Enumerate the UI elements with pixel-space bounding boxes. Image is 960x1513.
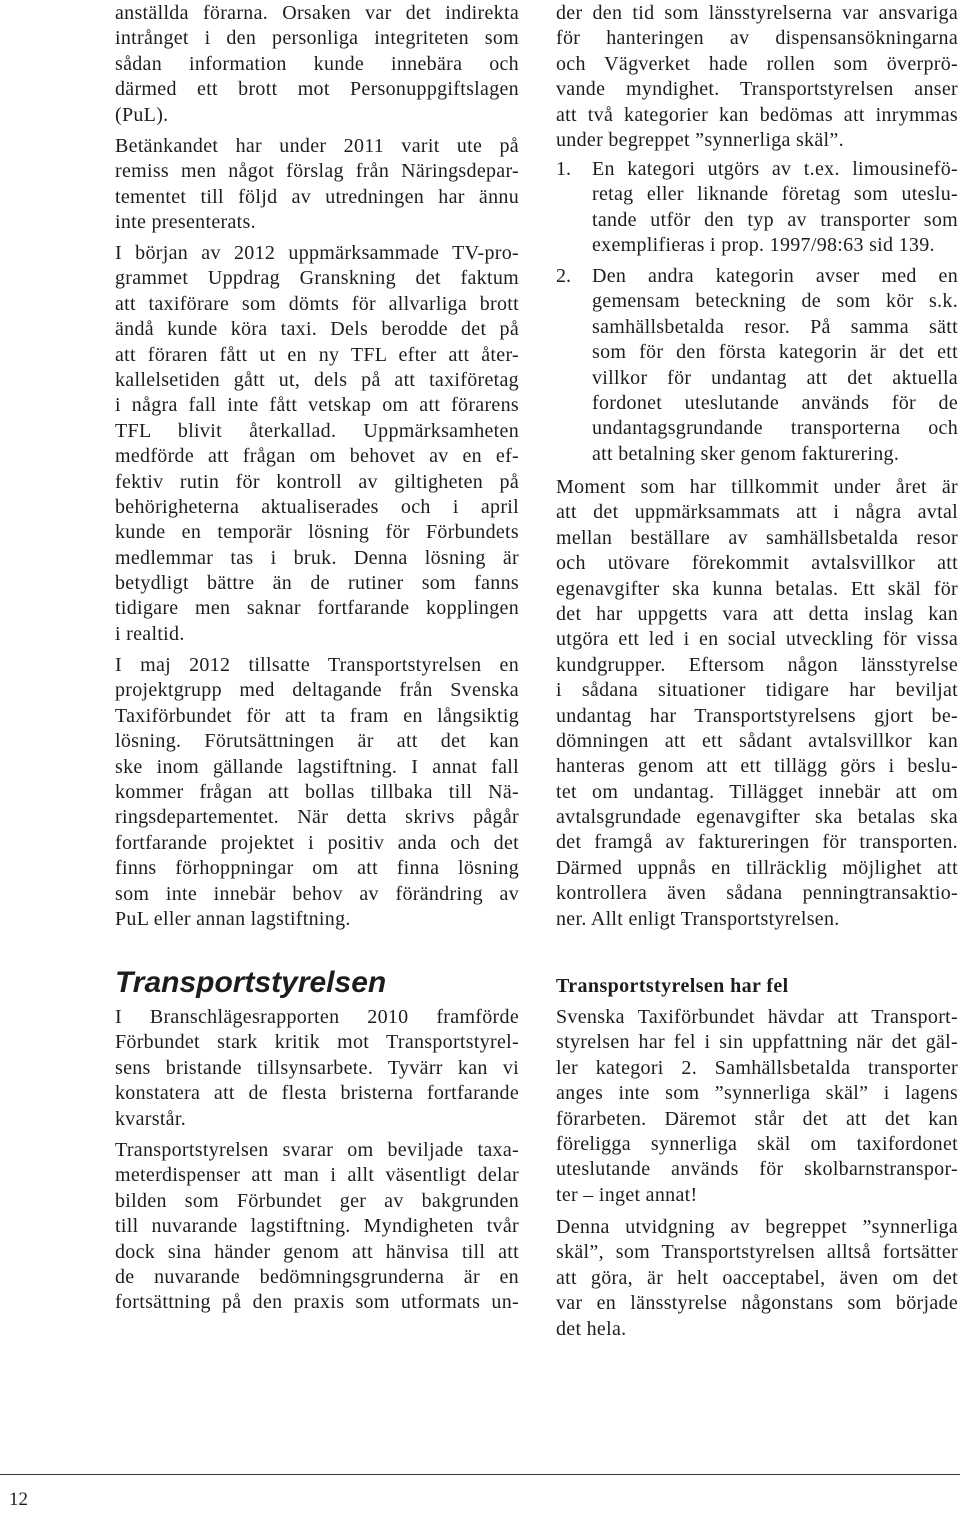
list-item-text [592,264,958,467]
paragraph [556,1,958,153]
text-line: anges inte som ”synnerliga skäl” i lagens [556,1082,958,1105]
text-line: betydligt bättre än de rutiner som fanns [115,572,519,595]
text-line: egenavgifter ska kunna betalas. Ett skäl för [556,577,958,600]
text-line: TFL blivit återkallad. Uppmärksamheten [115,419,519,442]
paragraph [556,1215,958,1342]
text-line: villkor för undantag att det aktuella [592,366,958,389]
text-line: undantagsgrundande transporterna och [592,417,958,440]
text-line: därmed ett brott mot Personuppgiftslagen [115,78,519,101]
text-line: inte presenterats. [115,211,256,234]
page-number: 12 [9,1489,28,1510]
text-line: skäl”, som Transportstyrelsen alltså fortsätter [556,1241,958,1264]
text-line: vande myndighet. Transportstyrelsen anser [556,78,958,101]
text-line: det framgå av faktureringen för transporten. [556,831,958,854]
text-line: och Vägverket hade rollen som överprö- [556,52,958,75]
text-line: att betalning sker genom fakturering. [592,442,900,465]
text-line: finns förhoppningar om att finna lösning [115,857,519,880]
paragraph [115,1138,519,1316]
text-line: bilden som Förbundet ger av bakgrunden [115,1189,519,1212]
text-line: i realtid. [115,622,185,645]
footer-rule [0,1474,960,1475]
text-line: fortfarande projektet i positiv anda och det [115,831,519,854]
text-line: hanteras genom att ett tillägg görs i beslu- [556,755,958,778]
text-line: tidigare men saknar fortfarande kopplingen [115,597,519,620]
text-line: ske inom gällande lagstiftning. I annat fall [115,755,519,778]
text-line: det har uppgetts vara att detta inslag kan [556,602,958,625]
text-line: kundgrupper. Eftersom någon länsstyrelse [556,653,958,676]
paragraph [115,241,519,647]
text-line: att taxiförare som dömts för allvarliga brott [115,292,519,315]
text-line: fortsättning på den praxis som utformats un- [115,1291,519,1314]
text-line: Moment som har tillkommit under året är [556,476,958,498]
text-line: grammet Uppdrag Granskning det faktum [115,267,519,290]
paragraph [115,653,519,932]
text-line: det hela. [556,1317,627,1340]
text-line: I början av 2012 uppmärksammade TV-pro- [115,242,519,264]
text-line: exemplifieras i prop. 1997/98:63 sid 139. [592,234,935,257]
text-line: fordonet uteslutande används för de [592,391,958,414]
text-line: kvarstår. [115,1107,187,1130]
text-line: fektiv rutin för kontroll av giltigheten på [115,470,519,493]
text-line: kunde en temporär lösning för Förbundets [115,521,519,544]
list-number: 2. [556,265,571,287]
text-line: I maj 2012 tillsatte Transportstyrelsen en [115,654,519,676]
text-line: dömningen att ett sådant avtalsvillkor kan [556,729,958,752]
section-heading: Transportstyrelsen [115,966,387,999]
text-line: att det uppmärksammats att i några avtal [556,501,958,524]
text-line: Betänkandet har under 2011 varit ute på [115,135,519,157]
paragraph [556,475,958,932]
section-heading: Transportstyrelsen har fel [556,975,789,997]
text-line: undantag har Transportstyrelsens gjort be- [556,704,958,727]
text-line: projektgrupp med deltagande från Svenska [115,679,519,702]
text-line: Den andra kategorin avser med en [592,265,958,287]
text-line: remiss men något förslag från Näringsdepar- [115,160,519,183]
list-number: 1. [556,158,571,180]
text-line: behörigheterna aktualiserades och i april [115,495,519,518]
text-line: meterdispenser att man i allt väsentligt delar [115,1164,519,1187]
text-line: ler kategori 2. Samhällsbetalda transporter [556,1056,958,1079]
text-line: ter – inget annat! [556,1183,698,1206]
paragraph [115,1005,519,1132]
text-line: att två kategorier kan bedömas att inrymmas [556,103,958,126]
text-line: lösning. Förutsättningen är att det kan [115,730,519,753]
text-line: i några fall inte fått vetskap om att förarens [115,394,519,417]
text-line: förarbeten. Däremot står det att det kan [556,1107,958,1130]
text-line: Därmed uppnås en tillräcklig möjlighet att [556,856,958,879]
text-line: kallelsetiden gått ut, dels på att taxiföretag [115,368,519,391]
text-line: intrånget i den personliga integriteten som [115,27,519,50]
text-line: som för den första kategorin är det ett [592,341,958,364]
text-line: gemensam beteckning de som kör s.k. [592,290,958,313]
paragraph [115,134,519,236]
text-line: i sådana situationer tidigare har beviljat [556,679,958,702]
text-line: medförde att frågan om behovet av en ef- [115,445,519,468]
text-line: som inte innebär behov av förändring av [115,882,519,905]
text-line: der den tid som länsstyrelserna var ansvariga [556,2,958,24]
text-line: var en länsstyrelse någonstans som började [556,1292,958,1315]
text-line: I Branschlägesrapporten 2010 framförde [115,1006,519,1028]
text-line: dock sina händer genom att hänvisa till att [115,1240,519,1263]
text-line: medlemmar tas i bruk. Denna lösning är [115,546,519,569]
paragraph [556,1005,958,1208]
page-footer [0,1474,960,1513]
text-line: Förbundet stark kritik mot Transportstyrel- [115,1031,519,1054]
text-line: mellan beställare av samhällsbetalda resor [556,526,958,549]
text-line: under begreppet ”synnerliga skäl”. [556,128,844,151]
text-line: sens bristande tillsynsarbete. Tyvärr kan vi [115,1056,519,1079]
text-line: uteslutande används för skolbarnstranspor- [556,1158,958,1181]
text-line: Denna utvidgning av begreppet ”synnerliga [556,1216,958,1238]
text-line: för hanteringen av dispensansökningarna [556,27,958,50]
text-line: ändå kunde köra taxi. Dels berodde det på [115,318,519,341]
text-line: att göra, är helt oacceptabel, även om det [556,1266,958,1289]
text-line: de nuvarande bedömningsgrunderna är en [115,1265,519,1288]
text-line: till nuvarande lagstiftning. Myndigheten tvår [115,1215,519,1238]
text-line: Taxiförbundet för att ta fram en långsiktig [115,704,519,727]
text-line: tementet till följd av utredningen har ännu [115,185,519,208]
text-line: konstatera att de flesta bristerna fortfarande [115,1082,519,1105]
text-line: tet om undantag. Tillägget innebär att om [556,780,958,803]
text-line: ner. Allt enligt Transportstyrelsen. [556,907,840,930]
text-line: och utövare förekommit avtalsvillkor att [556,552,958,575]
text-line: att föraren fått ut en ny TFL efter att åter- [115,343,519,366]
list-item-text [592,157,958,259]
text-line: retag eller liknande företag som uteslu- [592,183,958,206]
text-line: kommer frågan att bollas tillbaka till Nä- [115,780,519,803]
right-column [556,0,958,1345]
paragraph [115,1,519,128]
text-line: PuL eller annan lagstiftning. [115,907,351,930]
text-line: kontrollera även sådana penningtransaktio- [556,882,958,905]
left-column [115,0,519,1330]
text-line: styrelsen har fel i sin uppfattning när det gäl- [556,1031,958,1054]
text-line: En kategori utgörs av t.ex. limousinefö- [592,158,958,180]
text-line: sådan information kunde innebära och [115,52,519,75]
text-line: Transportstyrelsen svarar om beviljade taxa- [115,1139,519,1161]
text-line: föreligga synnerliga skäl om taxifordonet [556,1132,958,1155]
text-line: avtalsgrundade egenavgifter ska betalas ska [556,806,958,829]
text-line: ringsdepartementet. När detta skrivs pågår [115,806,519,829]
text-line: (PuL). [115,103,169,126]
text-line: Svenska Taxiförbundet hävdar att Transport- [556,1006,958,1028]
text-line: utgöra ett led i en social utveckling för vissa [556,628,958,651]
text-line: anställda förarna. Orsaken var det indirekta [115,2,519,24]
text-line: tande utför den typ av transporter som [592,208,958,231]
text-line: samhällsbetalda resor. På samma sätt [592,315,958,338]
